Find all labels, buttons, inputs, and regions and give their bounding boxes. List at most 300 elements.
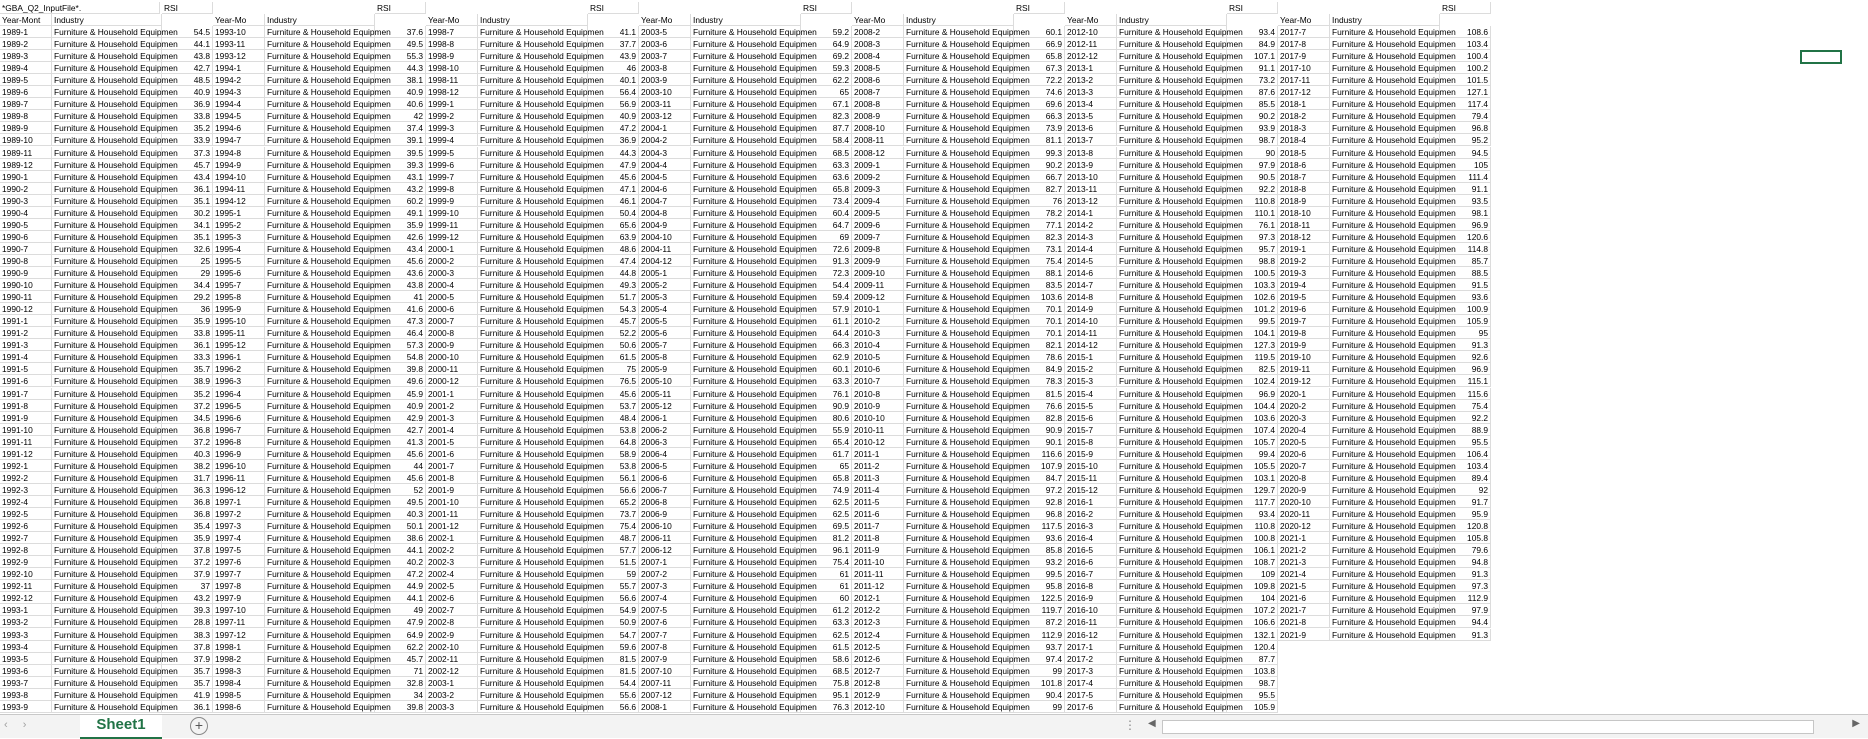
rsi-cell[interactable]: 41.1 (588, 26, 639, 38)
rsi-cell[interactable]: 58.9 (588, 448, 639, 460)
industry-cell[interactable]: Furniture & Household Equipmen (1332, 605, 1456, 616)
year-month-cell[interactable]: 2008-10 (852, 122, 904, 134)
industry-cell[interactable]: Furniture & Household Equipmen (54, 472, 178, 483)
industry-cell[interactable]: Furniture & Household Equipmen (267, 243, 391, 254)
year-month-header[interactable]: Year-Mo (852, 14, 904, 26)
rsi-cell[interactable]: 122.5 (1014, 592, 1065, 604)
year-month-cell[interactable]: 2017-3 (1065, 665, 1117, 677)
industry-cell[interactable]: Furniture & Household Equipmen (54, 533, 178, 544)
industry-cell[interactable]: Furniture & Household Equipmen (480, 51, 604, 62)
industry-cell[interactable]: Furniture & Household Equipmen (906, 509, 1030, 519)
year-month-cell[interactable]: 2011-12 (852, 580, 904, 592)
industry-cell[interactable]: Furniture & Household Equipmen (480, 400, 604, 411)
industry-cell[interactable]: Furniture & Household Equipmen (267, 533, 391, 544)
industry-cell[interactable]: Furniture & Household Equipmen (1119, 593, 1243, 604)
year-month-cell[interactable]: 2002-11 (426, 653, 478, 665)
year-month-cell[interactable]: 1992-11 (0, 580, 52, 592)
industry-cell[interactable]: Furniture & Household Equipmen (54, 207, 178, 218)
year-month-cell[interactable]: 2011-5 (852, 496, 904, 508)
rsi-cell[interactable]: 60.1 (1014, 26, 1065, 38)
industry-cell[interactable]: Furniture & Household Equipmen (480, 207, 604, 218)
year-month-cell[interactable]: 2019-11 (1278, 363, 1330, 375)
industry-cell[interactable]: Furniture & Household Equipmen (693, 352, 817, 363)
year-month-cell[interactable]: 1992-2 (0, 472, 52, 484)
year-month-cell[interactable]: 1997-10 (213, 604, 265, 616)
year-month-cell[interactable]: 1992-9 (0, 556, 52, 568)
industry-cell[interactable]: Furniture & Household Equipmen (693, 111, 817, 122)
year-month-cell[interactable]: 2021-7 (1278, 604, 1330, 616)
year-month-cell[interactable]: 2015-1 (1065, 351, 1117, 363)
year-month-cell[interactable]: 2001-2 (426, 400, 478, 412)
rsi-cell[interactable]: 40.9 (375, 86, 426, 98)
rsi-cell[interactable]: 116.6 (1014, 448, 1065, 460)
year-month-cell[interactable]: 1993-1 (0, 604, 52, 616)
industry-cell[interactable]: Furniture & Household Equipmen (480, 219, 604, 230)
industry-cell[interactable]: Furniture & Household Equipmen (693, 243, 817, 254)
year-month-cell[interactable]: 1995-3 (213, 231, 265, 243)
rsi-cell[interactable]: 35.2 (162, 388, 213, 400)
rsi-cell[interactable]: 91.5 (1440, 279, 1491, 291)
industry-cell[interactable]: Furniture & Household Equipmen (1332, 219, 1456, 230)
year-month-cell[interactable]: 2004-5 (639, 171, 691, 183)
rsi-cell[interactable]: 76 (1014, 195, 1065, 207)
rsi-cell[interactable]: 76.3 (801, 701, 852, 713)
rsi-cell[interactable]: 29 (162, 267, 213, 279)
rsi-cell[interactable]: 39.3 (375, 159, 426, 171)
rsi-cell[interactable]: 45.7 (162, 159, 213, 171)
year-month-cell[interactable]: 2011-4 (852, 484, 904, 496)
year-month-cell[interactable]: 2011-3 (852, 472, 904, 484)
industry-cell[interactable]: Furniture & Household Equipmen (693, 87, 817, 98)
rsi-cell[interactable]: 93.4 (1227, 26, 1278, 38)
industry-cell[interactable]: Furniture & Household Equipmen (693, 304, 817, 315)
year-month-cell[interactable]: 2017-12 (1278, 86, 1330, 98)
year-month-cell[interactable]: 2019-1 (1278, 243, 1330, 255)
year-month-cell[interactable]: 1996-1 (213, 351, 265, 363)
year-month-cell[interactable]: 1994-2 (213, 74, 265, 86)
rsi-cell[interactable]: 107.2 (1227, 604, 1278, 616)
industry-cell[interactable]: Furniture & Household Equipmen (693, 557, 817, 568)
industry-cell[interactable]: Furniture & Household Equipmen (480, 484, 604, 495)
rsi-cell[interactable]: 93.5 (1440, 195, 1491, 207)
rsi-cell[interactable]: 63.3 (801, 375, 852, 387)
industry-cell[interactable]: Furniture & Household Equipmen (906, 27, 1030, 37)
year-month-cell[interactable]: 2009-7 (852, 231, 904, 243)
industry-cell[interactable]: Furniture & Household Equipmen (1119, 63, 1243, 74)
year-month-cell[interactable]: 1998-6 (213, 701, 265, 713)
year-month-cell[interactable]: 2017-1 (1065, 641, 1117, 653)
rsi-cell[interactable]: 69.2 (801, 50, 852, 62)
rsi-cell[interactable]: 57.3 (375, 339, 426, 351)
rsi-cell[interactable]: 94.8 (1440, 556, 1491, 568)
year-month-cell[interactable]: 1991-8 (0, 400, 52, 412)
rsi-cell[interactable]: 49.3 (588, 279, 639, 291)
rsi-cell[interactable]: 102.6 (1227, 291, 1278, 303)
year-month-cell[interactable]: 2006-9 (639, 508, 691, 520)
rsi-cell[interactable]: 82.7 (1014, 183, 1065, 195)
rsi-cell[interactable]: 66.3 (1014, 110, 1065, 122)
year-month-cell[interactable]: 2001-7 (426, 460, 478, 472)
year-month-cell[interactable]: 2010-11 (852, 424, 904, 436)
year-month-cell[interactable]: 2013-9 (1065, 159, 1117, 171)
rsi-cell[interactable]: 82.3 (1014, 231, 1065, 243)
year-month-cell[interactable]: 2004-12 (639, 255, 691, 267)
year-month-cell[interactable]: 2011-10 (852, 556, 904, 568)
industry-cell[interactable]: Furniture & Household Equipmen (480, 195, 604, 206)
industry-cell[interactable]: Furniture & Household Equipmen (1119, 388, 1243, 399)
rsi-cell[interactable]: 81.1 (1014, 134, 1065, 146)
industry-cell[interactable]: Furniture & Household Equipmen (693, 316, 817, 327)
rsi-cell[interactable]: 96.8 (1440, 122, 1491, 134)
rsi-cell[interactable]: 59.3 (801, 62, 852, 74)
year-month-cell[interactable]: 2015-6 (1065, 412, 1117, 424)
industry-cell[interactable]: Furniture & Household Equipmen (1119, 472, 1243, 483)
rsi-cell[interactable]: 120.8 (1440, 520, 1491, 532)
industry-cell[interactable]: Furniture & Household Equipmen (906, 677, 1030, 688)
rsi-cell[interactable]: 55.7 (588, 580, 639, 592)
rsi-cell[interactable]: 101.8 (1014, 677, 1065, 689)
industry-cell[interactable]: Furniture & Household Equipmen (480, 316, 604, 327)
industry-cell[interactable]: Furniture & Household Equipmen (906, 207, 1030, 218)
industry-cell[interactable]: Furniture & Household Equipmen (1119, 39, 1243, 50)
rsi-cell[interactable]: 132.1 (1227, 629, 1278, 641)
year-month-cell[interactable]: 2008-7 (852, 86, 904, 98)
year-month-cell[interactable]: 1997-5 (213, 544, 265, 556)
industry-cell[interactable]: Furniture & Household Equipmen (1332, 352, 1456, 363)
industry-cell[interactable]: Furniture & Household Equipmen (906, 328, 1030, 339)
industry-cell[interactable]: Furniture & Household Equipmen (54, 159, 178, 170)
year-month-header[interactable]: Year-Mo (639, 14, 691, 26)
industry-cell[interactable]: Furniture & Household Equipmen (54, 605, 178, 616)
year-month-cell[interactable]: 2005-2 (639, 279, 691, 291)
year-month-cell[interactable]: 2002-3 (426, 556, 478, 568)
year-month-cell[interactable]: 2001-4 (426, 424, 478, 436)
rsi-cell[interactable]: 37.3 (162, 147, 213, 159)
rsi-cell[interactable]: 93.2 (1014, 556, 1065, 568)
rsi-cell[interactable]: 35.9 (162, 315, 213, 327)
industry-cell[interactable]: Furniture & Household Equipmen (480, 63, 604, 74)
industry-cell[interactable]: Furniture & Household Equipmen (693, 412, 817, 423)
year-month-cell[interactable]: 2005-6 (639, 327, 691, 339)
industry-cell[interactable]: Furniture & Household Equipmen (906, 496, 1030, 507)
year-month-cell[interactable]: 2011-9 (852, 544, 904, 556)
rsi-cell[interactable]: 59 (588, 568, 639, 580)
industry-cell[interactable]: Furniture & Household Equipmen (1332, 268, 1456, 278)
year-month-cell[interactable]: 1993-7 (0, 677, 52, 689)
year-month-cell[interactable]: 1996-3 (213, 375, 265, 387)
industry-cell[interactable]: Furniture & Household Equipmen (906, 352, 1030, 363)
industry-cell[interactable]: Furniture & Household Equipmen (54, 292, 178, 303)
rsi-cell[interactable]: 60.2 (375, 195, 426, 207)
rsi-cell[interactable]: 72.2 (1014, 74, 1065, 86)
selected-cell[interactable] (1800, 50, 1842, 64)
industry-cell[interactable]: Furniture & Household Equipmen (1332, 304, 1456, 315)
rsi-cell[interactable]: 97.3 (1227, 231, 1278, 243)
rsi-cell[interactable]: 36.3 (162, 484, 213, 496)
year-month-cell[interactable]: 1989-9 (0, 122, 52, 134)
industry-cell[interactable]: Furniture & Household Equipmen (480, 255, 604, 266)
rsi-cell[interactable]: 61.2 (801, 604, 852, 616)
rsi-cell[interactable]: 54.8 (375, 351, 426, 363)
rsi-cell[interactable]: 107.4 (1227, 424, 1278, 436)
industry-cell[interactable]: Furniture & Household Equipmen (693, 424, 817, 435)
industry-cell[interactable]: Furniture & Household Equipmen (906, 533, 1030, 544)
rsi-cell[interactable]: 119.5 (1227, 351, 1278, 363)
year-month-cell[interactable]: 2018-4 (1278, 134, 1330, 146)
year-month-cell[interactable]: 1995-12 (213, 339, 265, 351)
rsi-cell[interactable]: 34 (375, 689, 426, 701)
year-month-cell[interactable]: 1998-7 (426, 26, 478, 38)
rsi-cell[interactable]: 44.1 (375, 592, 426, 604)
industry-cell[interactable]: Furniture & Household Equipmen (693, 39, 817, 50)
year-month-cell[interactable]: 1992-10 (0, 568, 52, 580)
year-month-cell[interactable]: 2007-3 (639, 580, 691, 592)
rsi-cell[interactable]: 62.2 (375, 641, 426, 653)
year-month-cell[interactable]: 2006-6 (639, 472, 691, 484)
year-month-cell[interactable]: 2013-4 (1065, 98, 1117, 110)
industry-cell[interactable]: Furniture & Household Equipmen (1119, 352, 1243, 363)
rsi-cell[interactable]: 49.5 (375, 496, 426, 508)
year-month-cell[interactable]: 2021-6 (1278, 592, 1330, 604)
year-month-cell[interactable]: 2001-6 (426, 448, 478, 460)
industry-cell[interactable]: Furniture & Household Equipmen (1119, 496, 1243, 507)
rsi-cell[interactable]: 95.8 (1014, 580, 1065, 592)
industry-cell[interactable]: Furniture & Household Equipmen (267, 99, 391, 110)
year-month-cell[interactable]: 1995-11 (213, 327, 265, 339)
year-month-cell[interactable]: 2018-7 (1278, 171, 1330, 183)
year-month-cell[interactable]: 2009-9 (852, 255, 904, 267)
industry-cell[interactable]: Furniture & Household Equipmen (1119, 51, 1243, 62)
rsi-cell[interactable]: 45.7 (375, 653, 426, 665)
rsi-cell[interactable]: 95.2 (1440, 134, 1491, 146)
rsi-cell[interactable]: 100.5 (1227, 267, 1278, 279)
rsi-cell[interactable]: 98.8 (1227, 255, 1278, 267)
rsi-cell[interactable]: 56.6 (588, 484, 639, 496)
rsi-cell[interactable]: 109.8 (1227, 580, 1278, 592)
rsi-cell[interactable]: 87.7 (1227, 653, 1278, 665)
industry-cell[interactable]: Furniture & Household Equipmen (267, 557, 391, 568)
industry-cell[interactable]: Furniture & Household Equipmen (267, 328, 391, 339)
year-month-cell[interactable]: 2013-7 (1065, 134, 1117, 146)
rsi-cell[interactable]: 61.5 (588, 351, 639, 363)
rsi-cell[interactable]: 45.9 (375, 388, 426, 400)
rsi-cell[interactable]: 97.9 (1440, 604, 1491, 616)
year-month-cell[interactable]: 2003-6 (639, 38, 691, 50)
year-month-cell[interactable]: 1998-2 (213, 653, 265, 665)
industry-cell[interactable]: Furniture & Household Equipmen (693, 27, 817, 37)
rsi-header[interactable]: RSI (588, 2, 639, 14)
industry-cell[interactable]: Furniture & Household Equipmen (906, 436, 1030, 447)
year-month-cell[interactable]: 2003-5 (639, 26, 691, 38)
rsi-cell[interactable]: 68.5 (801, 147, 852, 159)
rsi-cell[interactable]: 37.7 (588, 38, 639, 50)
industry-cell[interactable]: Furniture & Household Equipmen (906, 617, 1030, 628)
year-month-cell[interactable]: 2006-1 (639, 412, 691, 424)
industry-cell[interactable]: Furniture & Household Equipmen (267, 581, 391, 592)
industry-cell[interactable]: Furniture & Household Equipmen (693, 231, 817, 242)
year-month-cell[interactable]: 2019-8 (1278, 327, 1330, 339)
rsi-cell[interactable]: 45.6 (375, 472, 426, 484)
year-month-cell[interactable]: 1990-1 (0, 171, 52, 183)
industry-cell[interactable]: Furniture & Household Equipmen (693, 147, 817, 158)
year-month-cell[interactable]: 2014-2 (1065, 219, 1117, 231)
rsi-cell[interactable]: 44.8 (588, 267, 639, 279)
rsi-cell[interactable]: 56.6 (588, 592, 639, 604)
year-month-cell[interactable]: 2009-5 (852, 207, 904, 219)
industry-cell[interactable]: Furniture & Household Equipmen (1119, 111, 1243, 122)
industry-cell[interactable]: Furniture & Household Equipmen (1119, 328, 1243, 339)
rsi-cell[interactable]: 62.2 (801, 74, 852, 86)
industry-cell[interactable]: Furniture & Household Equipmen (1332, 123, 1456, 134)
rsi-cell[interactable]: 54.4 (588, 677, 639, 689)
rsi-cell[interactable]: 31.7 (162, 472, 213, 484)
rsi-cell[interactable]: 115.1 (1440, 375, 1491, 387)
industry-cell[interactable]: Furniture & Household Equipmen (267, 75, 391, 86)
rsi-cell[interactable]: 64.8 (588, 436, 639, 448)
industry-cell[interactable]: Furniture & Household Equipmen (1332, 159, 1456, 170)
industry-cell[interactable]: Furniture & Household Equipmen (906, 304, 1030, 315)
year-month-cell[interactable]: 2013-1 (1065, 62, 1117, 74)
year-month-cell[interactable]: 2020-4 (1278, 424, 1330, 436)
rsi-cell[interactable]: 87.6 (1227, 86, 1278, 98)
industry-cell[interactable]: Furniture & Household Equipmen (1332, 484, 1456, 495)
year-month-header[interactable]: Year-Mont (0, 14, 52, 26)
year-month-cell[interactable]: 2005-1 (639, 267, 691, 279)
year-month-cell[interactable]: 1990-2 (0, 183, 52, 195)
rsi-cell[interactable]: 40.1 (588, 74, 639, 86)
industry-cell[interactable]: Furniture & Household Equipmen (1332, 593, 1456, 604)
industry-cell[interactable]: Furniture & Household Equipmen (1332, 533, 1456, 544)
year-month-cell[interactable]: 2020-7 (1278, 460, 1330, 472)
industry-cell[interactable]: Furniture & Household Equipmen (267, 27, 391, 37)
industry-cell[interactable]: Furniture & Household Equipmen (693, 99, 817, 110)
industry-cell[interactable]: Furniture & Household Equipmen (267, 677, 391, 688)
year-month-cell[interactable]: 2004-9 (639, 219, 691, 231)
rsi-cell[interactable]: 84.7 (1014, 472, 1065, 484)
industry-cell[interactable]: Furniture & Household Equipmen (1119, 629, 1243, 640)
year-month-cell[interactable]: 2007-9 (639, 653, 691, 665)
year-month-cell[interactable]: 1997-6 (213, 556, 265, 568)
rsi-cell[interactable]: 104.1 (1227, 327, 1278, 339)
industry-cell[interactable]: Furniture & Household Equipmen (1119, 219, 1243, 230)
industry-cell[interactable]: Furniture & Household Equipmen (54, 171, 178, 182)
industry-cell[interactable]: Furniture & Household Equipmen (480, 509, 604, 519)
industry-cell[interactable]: Furniture & Household Equipmen (1332, 27, 1456, 37)
industry-cell[interactable]: Furniture & Household Equipmen (1332, 87, 1456, 98)
year-month-cell[interactable]: 1990-4 (0, 207, 52, 219)
year-month-cell[interactable]: 1998-12 (426, 86, 478, 98)
rsi-cell[interactable]: 38.3 (162, 629, 213, 641)
year-month-cell[interactable]: 2005-11 (639, 388, 691, 400)
rsi-cell[interactable]: 43.1 (375, 171, 426, 183)
industry-cell[interactable]: Furniture & Household Equipmen (1332, 521, 1456, 532)
year-month-cell[interactable]: 1989-12 (0, 159, 52, 171)
industry-cell[interactable]: Furniture & Household Equipmen (693, 75, 817, 86)
industry-cell[interactable]: Furniture & Household Equipmen (906, 400, 1030, 411)
industry-cell[interactable]: Furniture & Household Equipmen (1119, 316, 1243, 327)
rsi-cell[interactable]: 97.3 (1440, 580, 1491, 592)
industry-cell[interactable]: Furniture & Household Equipmen (1332, 545, 1456, 556)
rsi-cell[interactable]: 40.9 (375, 400, 426, 412)
year-month-cell[interactable]: 2008-11 (852, 134, 904, 146)
rsi-cell[interactable]: 35.7 (162, 665, 213, 677)
industry-cell[interactable]: Furniture & Household Equipmen (1119, 268, 1243, 278)
year-month-cell[interactable]: 2002-9 (426, 629, 478, 641)
rsi-cell[interactable]: 75.4 (801, 556, 852, 568)
year-month-cell[interactable]: 2015-11 (1065, 472, 1117, 484)
year-month-cell[interactable]: 2015-10 (1065, 460, 1117, 472)
rsi-cell[interactable]: 29.2 (162, 291, 213, 303)
year-month-cell[interactable]: 1996-11 (213, 472, 265, 484)
industry-cell[interactable]: Furniture & Household Equipmen (1119, 484, 1243, 495)
industry-cell[interactable]: Furniture & Household Equipmen (693, 581, 817, 592)
year-month-cell[interactable]: 1989-11 (0, 147, 52, 159)
year-month-cell[interactable]: 2012-5 (852, 641, 904, 653)
year-month-cell[interactable]: 1996-7 (213, 424, 265, 436)
rsi-cell[interactable]: 79.6 (1440, 544, 1491, 556)
year-month-cell[interactable]: 2020-12 (1278, 520, 1330, 532)
rsi-cell[interactable]: 39.5 (375, 147, 426, 159)
industry-cell[interactable]: Furniture & Household Equipmen (54, 123, 178, 134)
industry-cell[interactable]: Furniture & Household Equipmen (480, 689, 604, 700)
year-month-cell[interactable]: 2017-11 (1278, 74, 1330, 86)
rsi-cell[interactable]: 106.1 (1227, 544, 1278, 556)
sheet-tab-sheet1[interactable]: Sheet1 (80, 715, 162, 739)
rsi-cell[interactable]: 93.6 (1440, 291, 1491, 303)
rsi-cell[interactable]: 43.4 (375, 243, 426, 255)
industry-cell[interactable]: Furniture & Household Equipmen (693, 280, 817, 291)
year-month-cell[interactable]: 1992-3 (0, 484, 52, 496)
industry-cell[interactable]: Furniture & Household Equipmen (54, 243, 178, 254)
year-month-cell[interactable]: 1998-11 (426, 74, 478, 86)
industry-cell[interactable]: Furniture & Household Equipmen (906, 569, 1030, 580)
rsi-cell[interactable]: 49.6 (375, 375, 426, 387)
year-month-cell[interactable]: 2001-1 (426, 388, 478, 400)
year-month-cell[interactable]: 2009-2 (852, 171, 904, 183)
rsi-cell[interactable]: 43.8 (375, 279, 426, 291)
industry-cell[interactable]: Furniture & Household Equipmen (906, 521, 1030, 532)
industry-cell[interactable]: Furniture & Household Equipmen (480, 27, 604, 37)
rsi-cell[interactable]: 44.1 (162, 38, 213, 50)
industry-cell[interactable]: Furniture & Household Equipmen (54, 593, 178, 604)
industry-cell[interactable]: Furniture & Household Equipmen (1119, 460, 1243, 471)
industry-cell[interactable]: Furniture & Household Equipmen (267, 665, 391, 676)
industry-cell[interactable]: Furniture & Household Equipmen (693, 123, 817, 134)
rsi-cell[interactable]: 93.6 (1014, 532, 1065, 544)
year-month-cell[interactable]: 1992-6 (0, 520, 52, 532)
industry-cell[interactable]: Furniture & Household Equipmen (267, 701, 391, 712)
industry-cell[interactable]: Furniture & Household Equipmen (267, 292, 391, 303)
industry-cell[interactable]: Furniture & Household Equipmen (1119, 448, 1243, 459)
year-month-cell[interactable]: 2003-8 (639, 62, 691, 74)
industry-cell[interactable]: Furniture & Household Equipmen (906, 376, 1030, 387)
year-month-cell[interactable]: 2007-1 (639, 556, 691, 568)
year-month-header[interactable]: Year-Mo (1278, 14, 1330, 26)
industry-cell[interactable]: Furniture & Household Equipmen (267, 268, 391, 278)
industry-cell[interactable]: Furniture & Household Equipmen (480, 171, 604, 182)
industry-cell[interactable]: Furniture & Household Equipmen (906, 99, 1030, 110)
rsi-cell[interactable]: 47.2 (375, 568, 426, 580)
year-month-cell[interactable]: 1993-6 (0, 665, 52, 677)
year-month-header[interactable]: Year-Mo (1065, 14, 1117, 26)
year-month-cell[interactable]: 2012-6 (852, 653, 904, 665)
industry-cell[interactable]: Furniture & Household Equipmen (480, 496, 604, 507)
year-month-cell[interactable]: 2008-6 (852, 74, 904, 86)
industry-cell[interactable]: Furniture & Household Equipmen (906, 689, 1030, 700)
industry-cell[interactable]: Furniture & Household Equipmen (267, 653, 391, 664)
industry-cell[interactable]: Furniture & Household Equipmen (54, 183, 178, 194)
industry-cell[interactable]: Furniture & Household Equipmen (54, 304, 178, 315)
